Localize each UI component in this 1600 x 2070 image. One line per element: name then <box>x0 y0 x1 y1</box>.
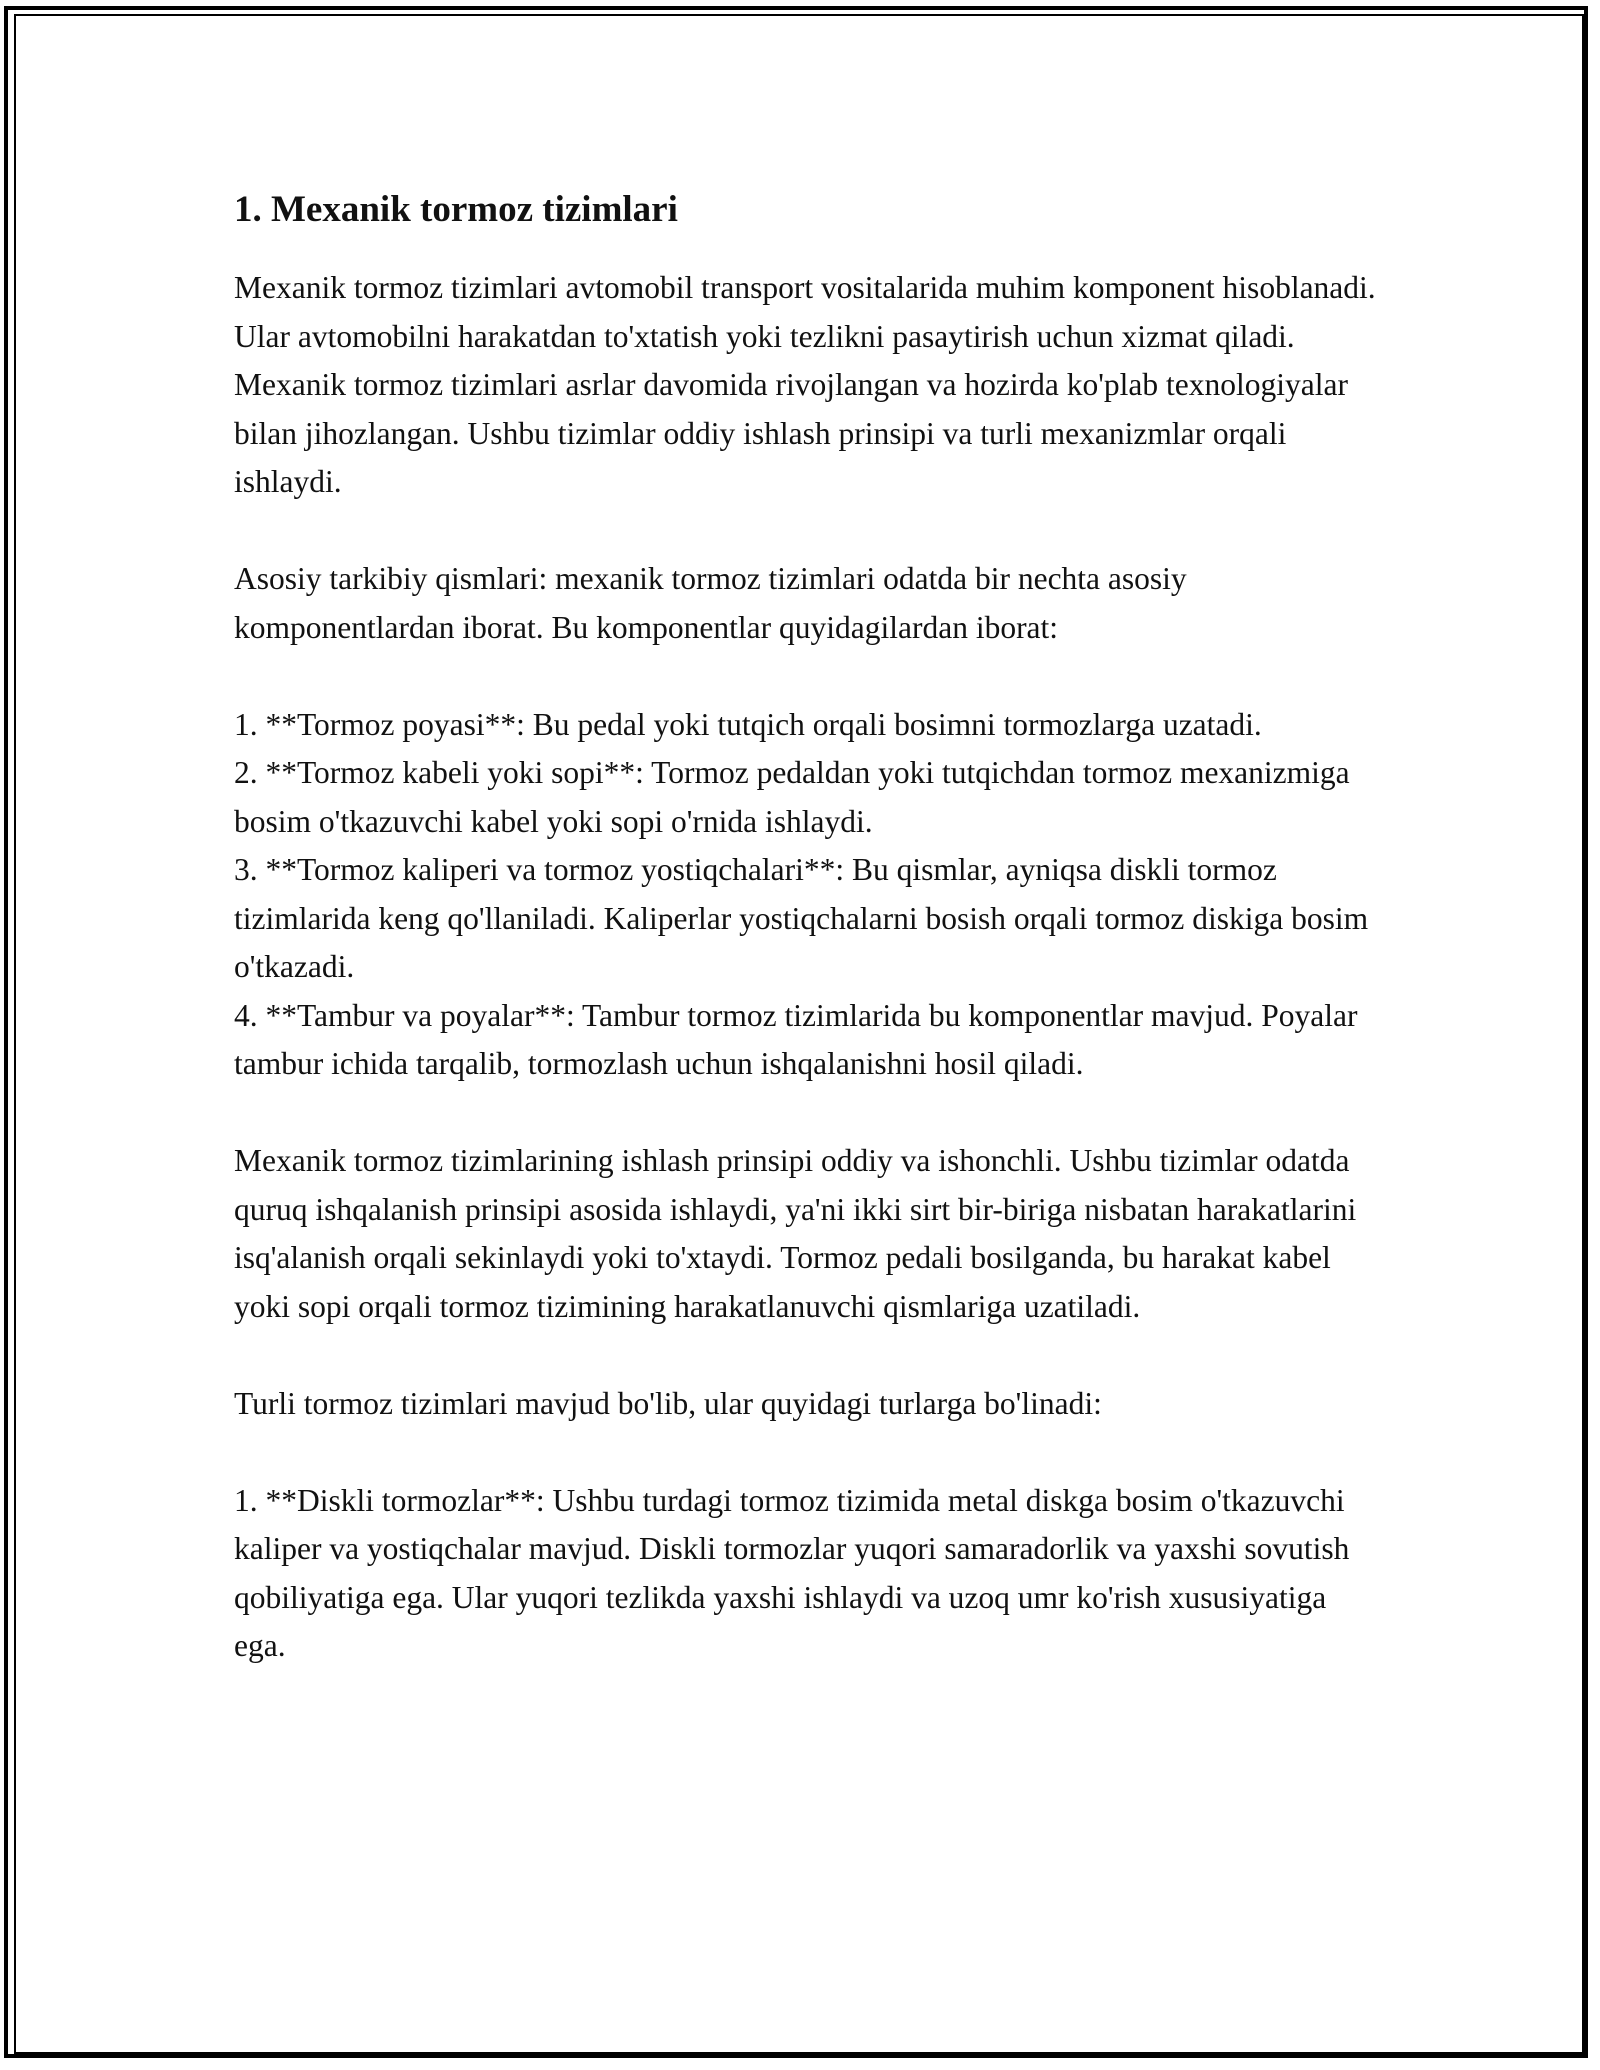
principle-paragraph: Mexanik tormoz tizimlarining ishlash prinsipi oddiy va ishonchli. Ushbu tizimlar odatda quruq ishqalanish prinsipi asosida ishlaydi, ya'ni ikki sirt bir-biriga nisbatan harakatlarini isq'alanish orqali sekinlaydi yoki to'xtaydi. Tormoz pedali bosilganda, bu harakat kabel yoki sopi orqali tormoz tizimining harakatlanuvchi qismlariga uzatiladi. <box>234 1143 1357 1324</box>
types-intro-paragraph: Turli tormoz tizimlari mavjud bo'lib, ular quyidagi turlarga bo'linadi: <box>234 1385 1102 1421</box>
list-item: 1. **Tormoz poyasi**: Bu pedal yoki tutqich orqali bosimni tormozlarga uzatadi. <box>234 706 1262 742</box>
types-list <box>234 1477 1384 1671</box>
components-list <box>234 701 1384 1089</box>
section-heading: 1. Mexanik tormoz tizimlari <box>234 189 678 230</box>
intro-paragraph: Mexanik tormoz tizimlari avtomobil transport vositalarida muhim komponent hisoblanadi. Ular avtomobilni harakatdan to'xtatish yoki tezlikni pasaytirish uchun xizmat qiladi. Mexanik tormoz tizimlari asrlar davomida rivojlangan va hozirda ko'plab texnologiyalar bilan jihozlangan. Ushbu tizimlar oddiy ishlash prinsipi va turli mexanizmlar orqali ishlaydi. <box>234 270 1376 499</box>
list-item: 2. **Tormoz kabeli yoki sopi**: Tormoz pedaldan yoki tutqichdan tormoz mexanizmiga bosim o'tkazuvchi kabel yoki sopi o'rnida ishlaydi. <box>234 755 1350 839</box>
list-item: 4. **Tambur va poyalar**: Tambur tormoz tizimlarida bu komponentlar mavjud. Poyalar tambur ichida tarqalib, tormozlash uchun ishqalanishni hosil qiladi. <box>234 997 1358 1081</box>
document-body <box>234 186 1384 1719</box>
components-intro-paragraph: Asosiy tarkibiy qismlari: mexanik tormoz tizimlari odatda bir nechta asosiy komponentlardan iborat. Bu komponentlar quyidagilardan iborat: <box>234 561 1187 645</box>
list-item: 3. **Tormoz kaliperi va tormoz yostiqchalari**: Bu qismlar, ayniqsa diskli tormoz tizimlarida keng qo'llaniladi. Kaliperlar yostiqchalarni bosish orqali tormoz diskiga bosim o'tkazadi. <box>234 852 1369 984</box>
list-item: 1. **Diskli tormozlar**: Ushbu turdagi tormoz tizimida metal diskga bosim o'tkazuvchi kaliper va yostiqchalar mavjud. Diskli tormozlar yuqori samaradorlik va yaxshi sovutish qobiliyatiga ega. Ular yuqori tezlikda yaxshi ishlaydi va uzoq umr ko'rish xususiyatiga ega. <box>234 1482 1350 1663</box>
